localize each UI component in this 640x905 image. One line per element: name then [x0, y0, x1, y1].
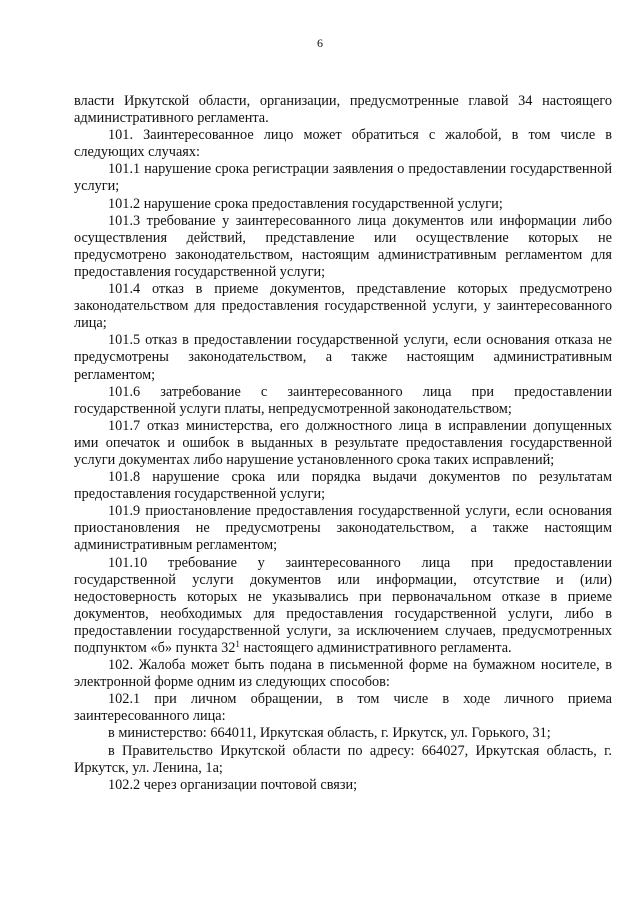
paragraph-102-2: 102.2 через организации почтовой связи; — [108, 776, 358, 793]
paragraph-101-7: 101.7 отказ министерства, его должностного лица в исправлении допущенных ими опечаток и ошибок в выданных в результате предоставления государственной услуги документах либо нарушение установленного срока таких исправлений; — [74, 417, 612, 468]
document-body — [74, 93, 612, 794]
paragraph-101-9: 101.9 приостановление предоставления государственной услуги, если основания приостановления не предусмотрены законодательством, а также настоящим административным регламентом; — [74, 503, 612, 554]
paragraph-101-8: 101.8 нарушение срока или порядка выдачи документов по результатам предоставления государственной услуги; — [74, 469, 612, 503]
paragraph-continuation: власти Иркутской области, организации, предусмотренные главой 34 настоящего административного регламента. — [74, 93, 612, 127]
paragraph-102: 102. Жалоба может быть подана в письменной форме на бумажном носителе, в электронной форме одним из следующих способов: — [74, 657, 612, 691]
page-number: 6 — [317, 36, 323, 50]
paragraph-101-2: 101.2 нарушение срока предоставления государственной услуги; — [108, 195, 503, 212]
address-ministry: в министерство: 664011, Иркутская область, г. Иркутск, ул. Горького, 31; — [108, 725, 551, 742]
paragraph-101-5: 101.5 отказ в предоставлении государственной услуги, если основания отказа не предусмотрены законодательством, а также настоящим административным регламентом; — [74, 332, 612, 383]
paragraph-101-3: 101.3 требование у заинтересованного лица документов или информации либо осуществления действий, представление или осуществление которых не предусмотрено законодательством, настоящим административным регламентом для предоставления государственной услуги; — [74, 212, 612, 280]
paragraph-102-1: 102.1 при личном обращении, в том числе в ходе личного приема заинтересованного лица: — [74, 691, 612, 725]
paragraph-101: 101. Заинтересованное лицо может обратиться с жалобой, в том числе в следующих случаях: — [74, 127, 612, 161]
address-government: в Правительство Иркутской области по адресу: 664027, Иркутская область, г. Иркутск, ул. Ленина, 1а; — [74, 742, 612, 776]
paragraph-101-4: 101.4 отказ в приеме документов, представление которых предусмотрено законодательством для предоставления государственной услуги, у заинтересованного лица; — [74, 281, 612, 332]
paragraph-101-10 — [74, 555, 612, 658]
paragraph-101-10-text: 101.10 требование у заинтересованного лица при предоставлении государственной услуги документов или информации, отсутствие и (или) недостоверность которых не указывались при первоначальном отказе в приеме документов, необходимых для предоставления государственной услуги, либо в предоставлении государственной услуги, за исключением случаев, предусмотренных подпунктом «б» пункта 32 — [74, 554, 612, 656]
superscript-marker: 1 — [235, 639, 240, 649]
paragraph-101-10-tail: настоящего административного регламента. — [239, 640, 512, 656]
paragraph-101-1: 101.1 нарушение срока регистрации заявления о предоставлении государственной услуги; — [74, 161, 612, 195]
paragraph-101-6: 101.6 затребование с заинтересованного лица при предоставлении государственной услуги платы, непредусмотренной законодательством; — [74, 383, 612, 417]
